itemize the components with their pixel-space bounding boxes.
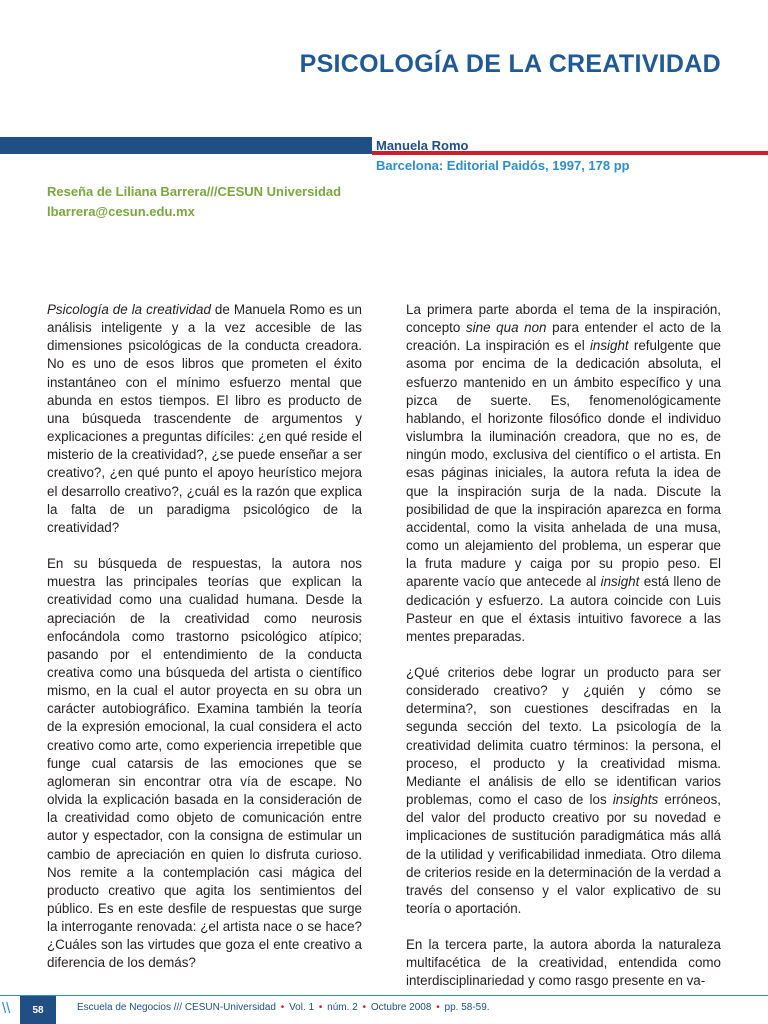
paragraph	[406, 301, 721, 646]
page-number: 58	[20, 996, 56, 1024]
article-title: PSICOLOGÍA DE LA CREATIVIDAD	[299, 50, 721, 78]
paragraph-text: En su búsqueda de respuestas, la autora nos muestra las principales teorías que explican la creatividad como una cualidad humana. Desde la apreciación de la creatividad como neurosis enfocándola como trastorno psicológico atípico; pasando por el entendimiento de la conducta creativa como una búsqueda del artista o científico mismo, en la cual el autor proyecta en su obra un carácter autobiográfico. Examina también la teoría de la expresión emocional, la cual considera el acto creativo como arte, como experiencia irrepetible que funge cual catarsis de las emociones que se aglomeran sin encontrar otra vía de escape. No olvida la explicación basada en la consideración de la creatividad como objeto de comunicación entre autor y espectador, con la consigna de estimular un cambio de apreciación en quien lo disfruta curioso. Nos remite a la contemplación casi mágica del producto creativo que agita los sentimientos del público. Es en este desfile de respuestas que surge la interrogante renovada: ¿el artista nace o se hace? ¿Cuáles son las virtudes que goza el ente creativo a diferencia de los demás?	[47, 556, 362, 971]
book-title-italic: Psicología de la creatividad	[47, 302, 211, 317]
paragraph-text: erróneos, del valor del producto creativo por su novedad e implicaciones de sustitución paradigmática más allá de la utilidad y verificabilidad inmediata. Otro dilema de criterios reside en la determinación de la verdad a través del consenso y el valor explicativo de su teoría o aportación.	[406, 792, 721, 916]
italic-term: sine qua non	[465, 320, 547, 336]
footer-separator: •	[436, 1002, 440, 1013]
paragraph-text: de Manuela Romo es un análisis inteligente y a la vez accesible de las dimensiones psicológicas de la conducta creadora. No es uno de esos libros que prometen el éxito instantáneo con el mínimo esfuerzo mental que abunda en estos tiempos. El libro es producto de una búsqueda trascendente de argumentos y explicaciones a preguntas difíciles: ¿en qué reside el misterio de la creatividad?, ¿se puede enseñar a ser creativo?, ¿en qué punto el apoyo heurístico mejora el desarrollo creativo?, ¿cuál es la razón que explica la falta de un paradigma psicológico de la creatividad?	[47, 302, 362, 535]
footer-volume: Vol. 1	[289, 1002, 315, 1013]
reviewer-info	[47, 182, 341, 222]
paragraph-text: La primera parte aborda el tema de la inspiración, concepto	[406, 302, 721, 336]
book-publisher: Barcelona: Editorial Paidós, 1997, 178 pp	[376, 158, 630, 173]
footer-date: Octubre 2008	[370, 1002, 432, 1013]
italic-term: insights	[612, 792, 659, 808]
paragraph-text: ¿Qué criterios debe lograr un producto para ser considerado creativo? y ¿quién y cómo se determina?, son cuestiones descifradas en la segunda sección del texto. La psicología de la creatividad delimita cuatro términos: la persona, el proceso, el producto y la creatividad misma. Mediante el análisis de ello se identifican varios problemas, como el caso de los	[406, 664, 721, 808]
footer-marks: \\	[2, 1000, 11, 1017]
reviewer-email[interactable]: lbarrera@cesun.edu.mx	[47, 204, 195, 219]
paragraph	[47, 301, 362, 537]
right-column	[406, 301, 721, 1009]
footer-separator: •	[318, 1002, 323, 1013]
paragraph-text: está lleno de dedicación y esfuerzo. La autora coincide con Luis Pasteur en que el éxtasis intuitivo favorece a las mentes preparadas.	[406, 574, 721, 644]
italic-term: insight	[589, 338, 629, 354]
footer-pages: pp. 58-59.	[444, 1002, 490, 1013]
reviewer-name: Reseña de Liliana Barrera///CESUN Universidad	[47, 184, 342, 199]
header-band-blue	[0, 137, 372, 154]
paragraph	[406, 936, 721, 990]
footer-journal: Escuela de Negocios /// CESUN-Universidad	[77, 1002, 276, 1013]
paragraph-text: refulgente que asoma por encima de la dedicación absoluta, el esfuerzo mantenido en un ámbito específico y una pizca de suerte. Es, fenomenológicamente hablando, el horizonte filosófico donde el individuo vislumbra la iluminación creadora, que no es, de ningún modo, exclusiva del científico o el artista. En esas páginas iniciales, la autora refuta la idea de que la inspiración surja de la nada. Discute la posibilidad de que la inspiración aparezca en forma accidental, como la visita anhelada de una musa, como un alejamiento del problema, un esperar que la fruta madure y caiga por su propio peso. El aparente vacío que antecede al	[406, 338, 722, 590]
paragraph-text: En la tercera parte, la autora aborda la naturaleza multifacética de la creatividad, entendida como interdisciplinariedad y como rasgo presente en va-	[406, 937, 721, 989]
footer-separator: •	[280, 1002, 285, 1013]
paragraph	[406, 664, 721, 918]
footer-separator: •	[362, 1002, 367, 1013]
paragraph-text: para entender el acto de la creación. La inspiración es el	[406, 320, 721, 354]
italic-term: insight	[600, 574, 640, 590]
footer-issue: núm. 2	[327, 1002, 358, 1013]
left-column	[47, 301, 362, 991]
paragraph	[47, 555, 362, 973]
book-author: Manuela Romo	[376, 138, 469, 153]
footer-rule	[0, 995, 768, 996]
footer-citation	[77, 1002, 490, 1013]
